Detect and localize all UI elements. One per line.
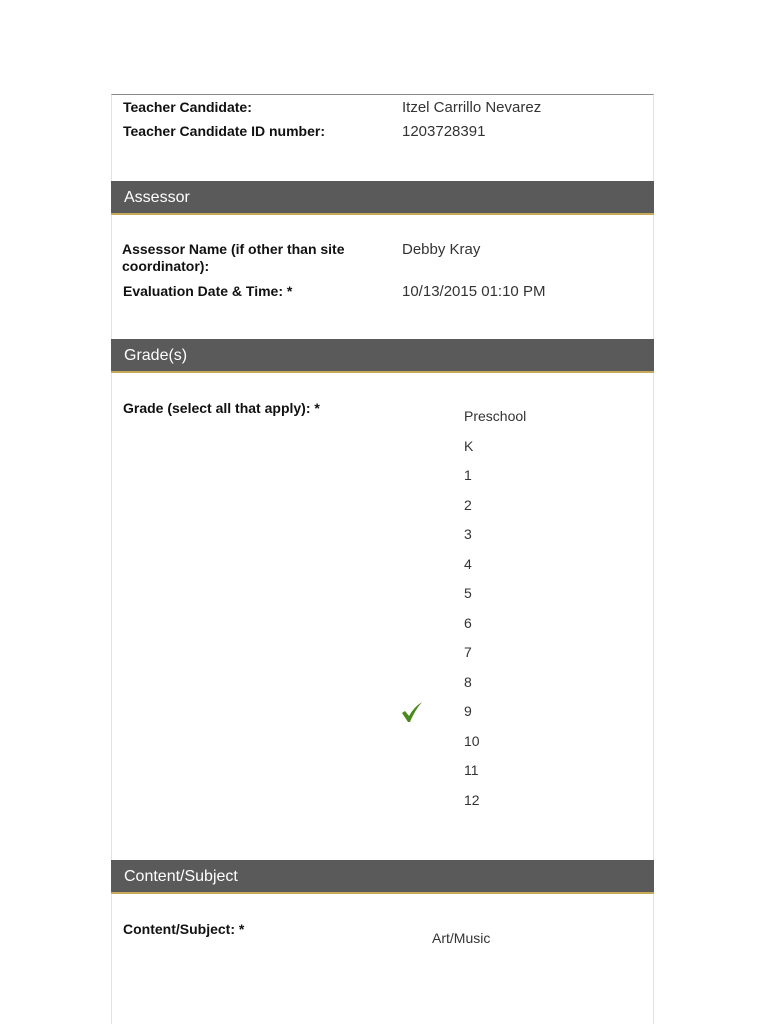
grade-option: 9 — [464, 703, 472, 719]
grade-option: 10 — [464, 733, 480, 749]
grade-option: 1 — [464, 467, 472, 483]
grade-option: 6 — [464, 615, 472, 631]
grade-option: 11 — [464, 762, 479, 778]
grade-option: Preschool — [464, 408, 527, 424]
section-header-assessor: Assessor — [111, 181, 654, 215]
teacher-candidate-label: Teacher Candidate: — [123, 99, 252, 115]
content-subject-value: Art/Music — [432, 930, 491, 946]
grade-option: K — [464, 438, 474, 454]
grade-option: 8 — [464, 674, 472, 690]
grade-option: 12 — [464, 792, 480, 808]
evaluation-date-label: Evaluation Date & Time: * — [123, 283, 293, 299]
evaluation-form — [111, 94, 654, 1024]
grade-option: 7 — [464, 644, 472, 660]
grade-option: 2 — [464, 497, 472, 513]
check-icon — [400, 700, 424, 724]
grade-option: 4 — [464, 556, 472, 572]
assessor-name-label: Assessor Name (if other than site coordinator): — [122, 241, 345, 274]
grade-label: Grade (select all that apply): * — [123, 400, 320, 416]
content-subject-label: Content/Subject: * — [123, 921, 245, 937]
assessor-name-value: Debby Kray — [402, 241, 481, 258]
grade-option: 3 — [464, 526, 472, 542]
evaluation-date-value: 10/13/2015 01:10 PM — [402, 283, 546, 300]
teacher-candidate-id-label: Teacher Candidate ID number: — [123, 123, 326, 139]
teacher-candidate-value: Itzel Carrillo Nevarez — [402, 99, 542, 116]
teacher-candidate-id-value: 1203728391 — [402, 123, 486, 140]
section-header-content-subject: Content/Subject — [111, 860, 654, 894]
grade-option: 5 — [464, 585, 472, 601]
section-header-grades: Grade(s) — [111, 339, 654, 373]
